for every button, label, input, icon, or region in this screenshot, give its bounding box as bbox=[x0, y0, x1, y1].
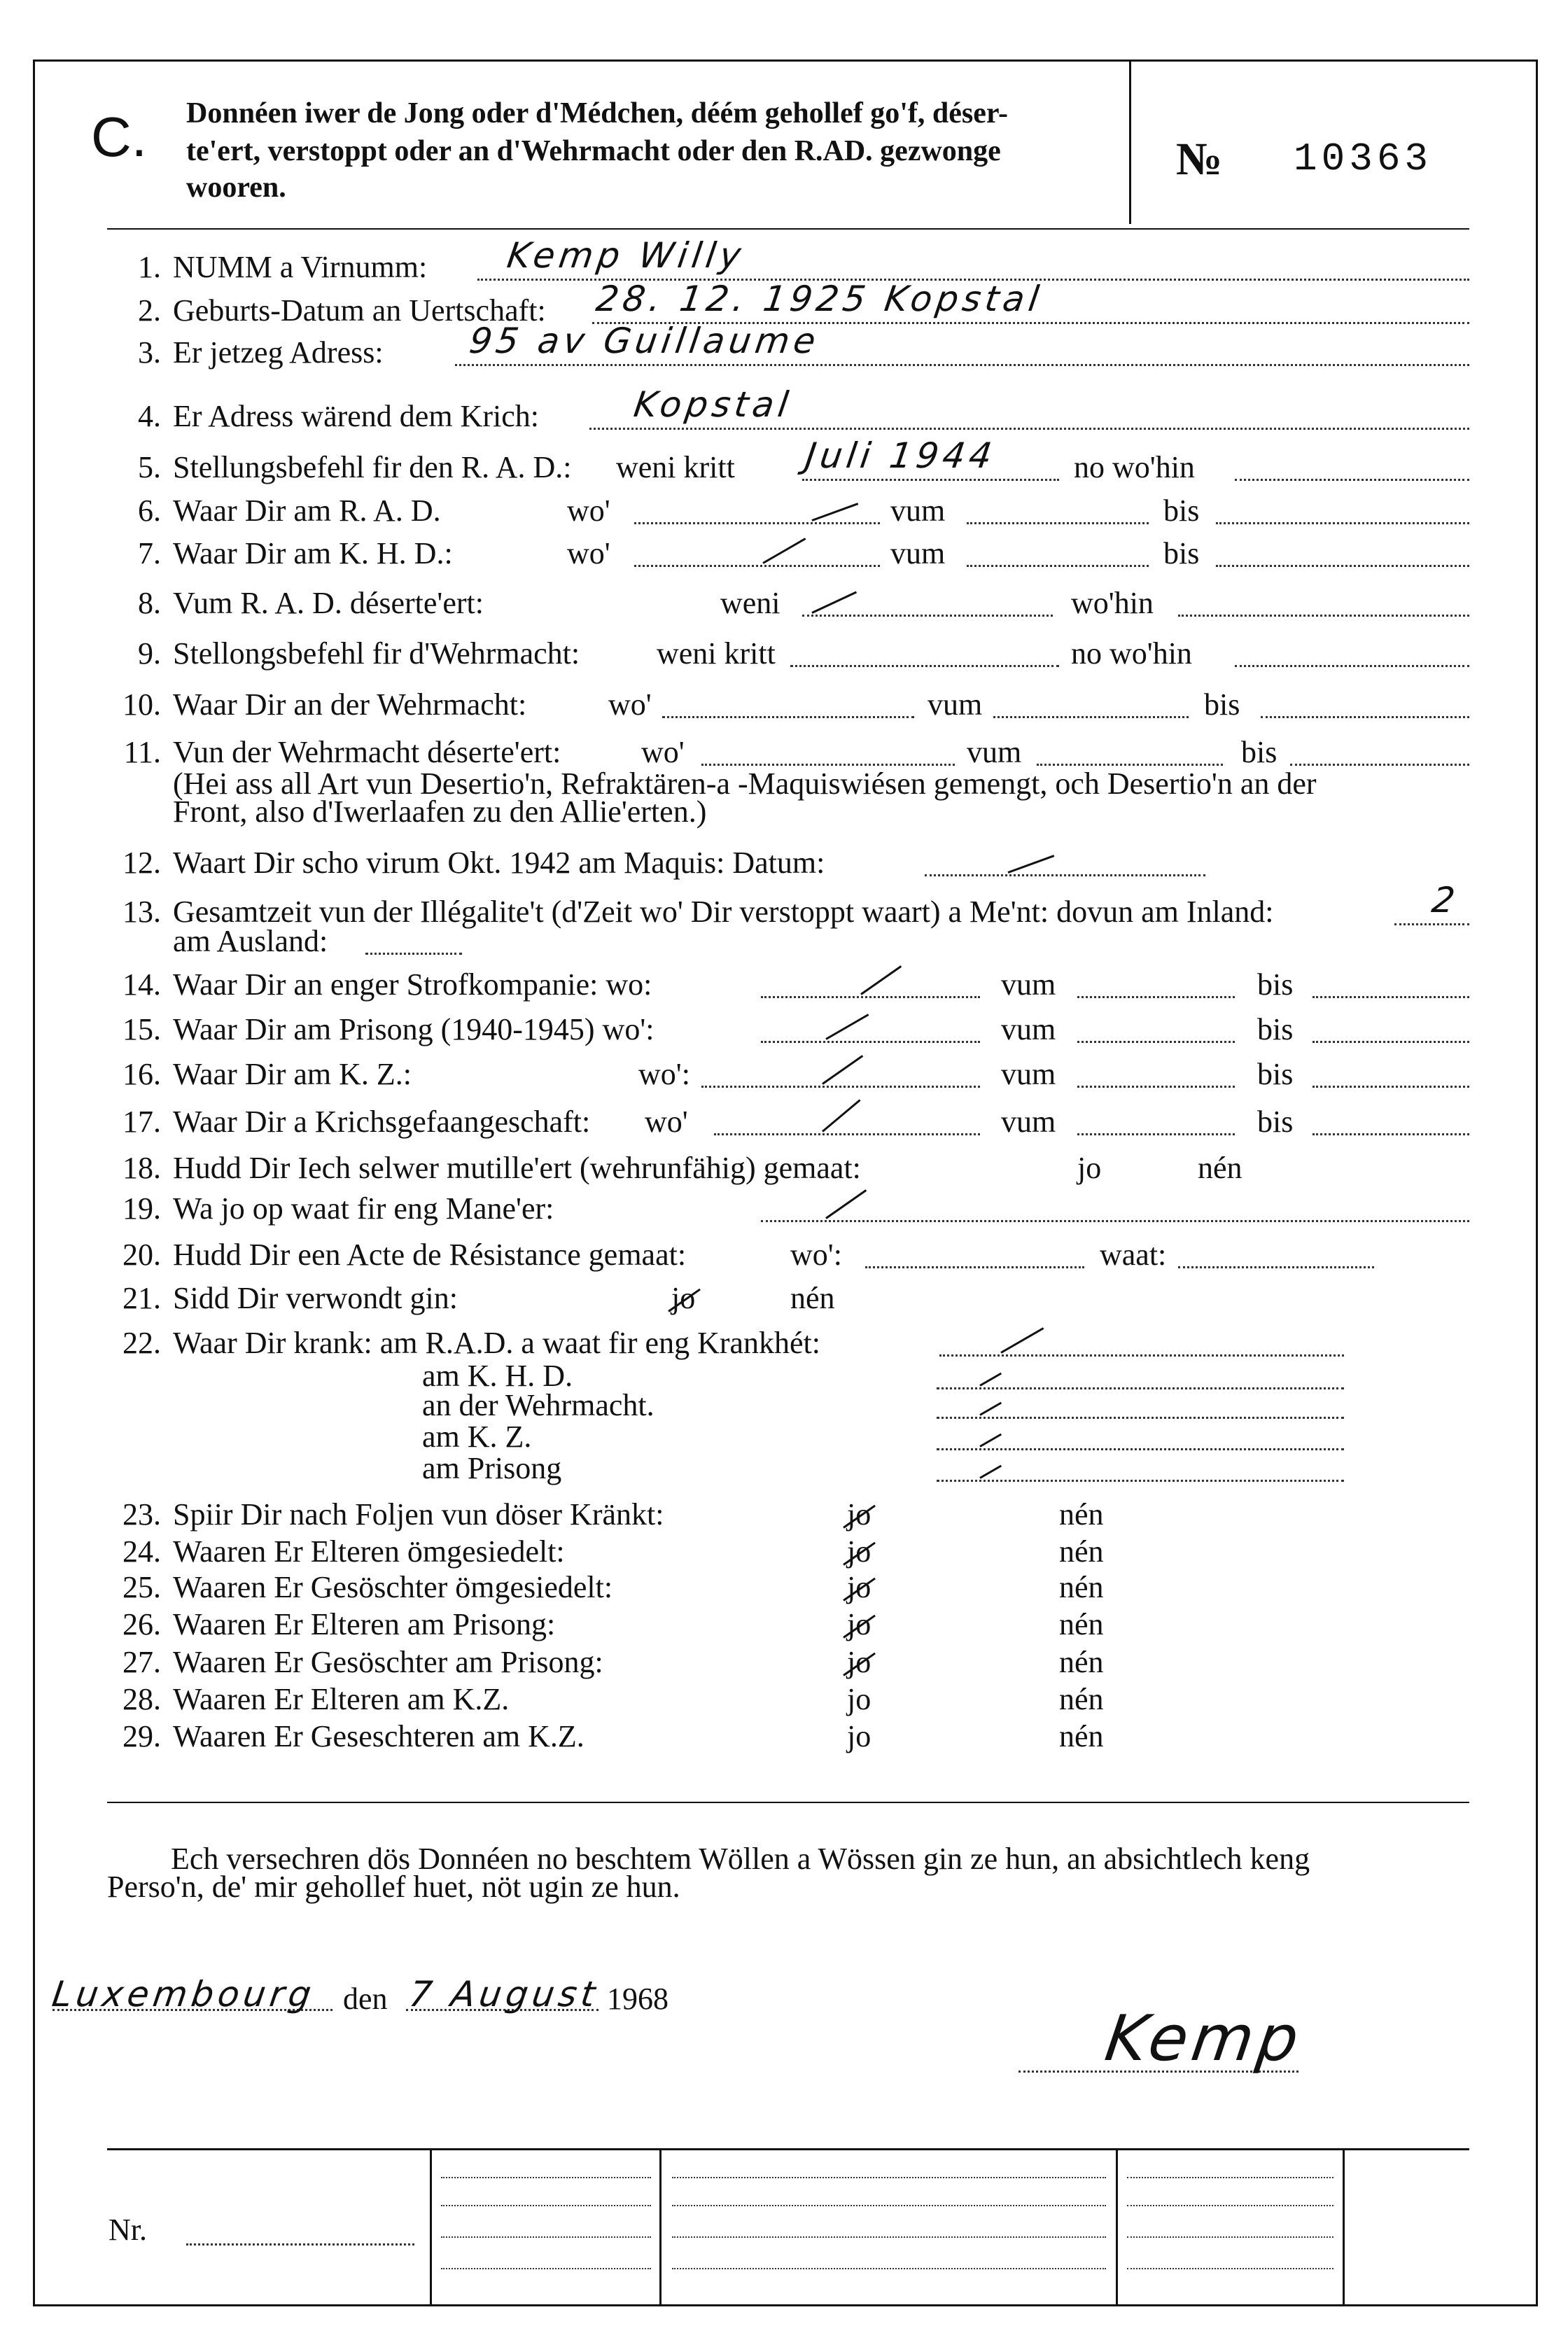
footer-input-field[interactable] bbox=[672, 2177, 1106, 2178]
pen-stroke-mark bbox=[811, 591, 857, 614]
input-field[interactable] bbox=[1290, 764, 1469, 766]
option-no: nén bbox=[1059, 1682, 1104, 1716]
input-field[interactable] bbox=[714, 1133, 980, 1135]
handwritten-value[interactable]: 28. 12. 1925 Kopstal bbox=[593, 279, 1046, 319]
input-field[interactable] bbox=[790, 665, 1059, 667]
row-sublabel: am Prisong bbox=[422, 1451, 562, 1485]
pen-stroke-mark bbox=[811, 503, 858, 521]
input-field[interactable] bbox=[802, 479, 1059, 481]
field-label: bis bbox=[1241, 735, 1278, 769]
pen-stroke-mark bbox=[979, 1465, 1002, 1479]
row-label: Stellungsbefehl fir den R. A. D.: bbox=[173, 450, 572, 484]
row-label: Waaren Er Gesöschter ömgesiedelt: bbox=[173, 1570, 613, 1604]
pen-stroke-mark bbox=[979, 1373, 1002, 1387]
footer-input-field[interactable] bbox=[441, 2177, 651, 2178]
handwritten-value[interactable]: Kopstal bbox=[631, 384, 795, 425]
row-sublabel: am K. Z. bbox=[422, 1420, 532, 1454]
option-no: nén bbox=[790, 1281, 835, 1315]
input-field[interactable] bbox=[1077, 1041, 1235, 1043]
row-label: Waaren Er Elteren am Prisong: bbox=[173, 1607, 556, 1641]
row-label: Vun der Wehrmacht déserte'ert: bbox=[173, 735, 561, 769]
row-number: 3. bbox=[138, 335, 161, 370]
option-no: nén bbox=[1059, 1645, 1104, 1679]
row-sublabel: am K. H. D. bbox=[422, 1359, 573, 1393]
handwritten-value[interactable]: Juli 1944 bbox=[802, 435, 999, 476]
input-field[interactable] bbox=[1394, 923, 1469, 925]
row-sublabel: an der Wehrmacht. bbox=[422, 1388, 654, 1422]
row-number: 21. bbox=[122, 1281, 161, 1315]
option-yes: jo bbox=[1077, 1151, 1102, 1185]
input-field[interactable] bbox=[1312, 1133, 1469, 1135]
input-field[interactable] bbox=[1077, 1086, 1235, 1088]
input-field[interactable] bbox=[589, 428, 1469, 430]
row-number: 10. bbox=[122, 687, 161, 722]
field-label: vum bbox=[927, 687, 983, 722]
row-number: 17. bbox=[122, 1105, 161, 1139]
row-label: NUMM a Virnumm: bbox=[173, 250, 428, 284]
row-number: 13. bbox=[122, 895, 161, 929]
row-label: Waaren Er Elteren ömgesiedelt: bbox=[173, 1534, 565, 1569]
input-field[interactable] bbox=[1077, 996, 1235, 998]
input-field[interactable] bbox=[967, 565, 1149, 567]
field-label: wo': bbox=[638, 1057, 690, 1091]
field-label: vum bbox=[1001, 1012, 1056, 1046]
option-yes: jo bbox=[847, 1534, 872, 1569]
pen-stroke-mark bbox=[979, 1402, 1002, 1416]
row-label: Waaren Er Elteren am K.Z. bbox=[173, 1682, 510, 1716]
frame-right bbox=[1536, 59, 1538, 2306]
input-field[interactable] bbox=[937, 1417, 1344, 1419]
row-sublabel: am Ausland: bbox=[173, 924, 328, 958]
field-label: wo': bbox=[790, 1238, 842, 1272]
option-yes: jo bbox=[847, 1682, 872, 1716]
field-label: bis bbox=[1204, 687, 1240, 722]
nr-field[interactable] bbox=[186, 2243, 414, 2246]
row-label: Gesamtzeit vun der Illégalite't (d'Zeit wo' Dir verstoppt waart) a Me'nt: dovun am Inland: bbox=[173, 895, 1274, 929]
field-label: no wo'hin bbox=[1074, 450, 1195, 484]
row-label: Waart Dir scho virum Okt. 1942 am Maquis: Datum: bbox=[173, 846, 825, 880]
row-number: 7. bbox=[138, 536, 161, 570]
row-number: 14. bbox=[122, 967, 161, 1002]
field-label: no wo'hin bbox=[1071, 636, 1192, 671]
row-number: 8. bbox=[138, 586, 161, 620]
input-field[interactable] bbox=[701, 1086, 980, 1088]
row-note-line: Front, also d'Iwerlaafen zu den Allie'erten.) bbox=[173, 794, 707, 829]
row-label: Waaren Er Geseschteren am K.Z. bbox=[173, 1719, 584, 1753]
input-field[interactable] bbox=[1312, 1041, 1469, 1043]
pen-stroke-mark bbox=[979, 1434, 1002, 1448]
row-label: Waar Dir a Krichsgefaangeschaft: bbox=[173, 1105, 591, 1139]
row-number: 1. bbox=[138, 250, 161, 284]
row-number: 12. bbox=[122, 846, 161, 880]
declaration-line-2: Perso'n, de' mir gehollef huet, nöt ugin ze hun. bbox=[107, 1870, 680, 1904]
declaration-line-1: Ech versechren dös Donnéen no beschtem Wöllen a Wössen gin ze hun, an absichtlech keng bbox=[171, 1842, 1310, 1876]
field-label: bis bbox=[1163, 536, 1200, 570]
field-label: bis bbox=[1257, 1012, 1294, 1046]
row-number: 27. bbox=[122, 1645, 161, 1679]
place-value[interactable]: Luxembourg bbox=[49, 1974, 318, 2015]
header-title-line-1: Donnéen iwer de Jong oder d'Médchen, déém gehollef go'f, déser- bbox=[186, 97, 1008, 129]
footer-input-field[interactable] bbox=[1127, 2236, 1334, 2238]
footer-col-divider-4 bbox=[1343, 2148, 1345, 2304]
handwritten-value[interactable]: 2 bbox=[1429, 880, 1462, 920]
input-field[interactable] bbox=[937, 1387, 1344, 1389]
input-field[interactable] bbox=[937, 1480, 1344, 1482]
footer-input-field[interactable] bbox=[441, 2205, 651, 2206]
pen-stroke-mark bbox=[1000, 1327, 1044, 1354]
row-number: 24. bbox=[122, 1534, 161, 1569]
row-number: 28. bbox=[122, 1682, 161, 1716]
row-label: Waar Dir krank: am R.A.D. a waat fir eng Krankhét: bbox=[173, 1326, 821, 1360]
row-label: Geburts-Datum an Uertschaft: bbox=[173, 293, 546, 328]
field-label: bis bbox=[1257, 1105, 1294, 1139]
row-label: Wa jo op waat fir eng Mane'er: bbox=[173, 1191, 554, 1226]
row-label: Spiir Dir nach Foljen vun döser Kränkt: bbox=[173, 1497, 664, 1532]
option-no: nén bbox=[1059, 1497, 1104, 1532]
frame-top bbox=[33, 59, 1538, 62]
footer-input-field[interactable] bbox=[672, 2236, 1106, 2238]
row-number: 6. bbox=[138, 493, 161, 528]
document-number: 10363 bbox=[1294, 136, 1433, 181]
field-label: vum bbox=[890, 536, 946, 570]
field-label: vum bbox=[1001, 967, 1056, 1002]
field-label: waat: bbox=[1100, 1238, 1167, 1272]
input-field[interactable] bbox=[1261, 716, 1469, 718]
row-label: Waar Dir am Prisong (1940-1945) wo': bbox=[173, 1012, 654, 1046]
input-field[interactable] bbox=[1235, 665, 1469, 667]
frame-left bbox=[33, 59, 35, 2306]
option-no: nén bbox=[1059, 1719, 1104, 1753]
number-sign: № bbox=[1176, 134, 1223, 185]
row-number: 18. bbox=[122, 1151, 161, 1185]
row-number: 16. bbox=[122, 1057, 161, 1091]
row-number: 9. bbox=[138, 636, 161, 671]
pen-stroke-mark bbox=[825, 1189, 867, 1219]
row-label: Waar Dir an enger Strofkompanie: wo: bbox=[173, 967, 652, 1002]
den-label: den bbox=[343, 1982, 388, 2016]
row-label: Waar Dir am R. A. D. bbox=[173, 493, 441, 528]
row-label: Vum R. A. D. déserte'ert: bbox=[173, 586, 484, 620]
row-label: Er jetzeg Adress: bbox=[173, 335, 384, 370]
input-field[interactable] bbox=[939, 1354, 1344, 1357]
handwritten-value[interactable]: Kemp Willy bbox=[504, 235, 748, 276]
footer-input-field[interactable] bbox=[441, 2236, 651, 2238]
input-field[interactable] bbox=[937, 1448, 1344, 1450]
row-number: 15. bbox=[122, 1012, 161, 1046]
footer-col-divider-3 bbox=[1116, 2148, 1118, 2304]
input-field[interactable] bbox=[701, 764, 955, 766]
field-label: wo' bbox=[645, 1105, 688, 1139]
field-label: wo' bbox=[641, 735, 685, 769]
input-field[interactable] bbox=[634, 565, 880, 567]
input-field[interactable] bbox=[1216, 565, 1469, 567]
footer-rule bbox=[107, 2148, 1469, 2150]
row-label: Waar Dir am K. Z.: bbox=[173, 1057, 412, 1091]
input-field[interactable] bbox=[662, 716, 914, 718]
row-number: 22. bbox=[122, 1326, 161, 1360]
input-field[interactable] bbox=[365, 953, 462, 955]
footer-input-field[interactable] bbox=[1127, 2177, 1334, 2178]
field-label: wo'hin bbox=[1071, 586, 1154, 620]
input-field[interactable] bbox=[1216, 522, 1469, 524]
field-label: weni bbox=[720, 586, 780, 620]
input-field[interactable] bbox=[1178, 615, 1469, 617]
field-label: vum bbox=[967, 735, 1022, 769]
row-number: 23. bbox=[122, 1497, 161, 1532]
section-letter: C. bbox=[91, 106, 147, 168]
option-no: nén bbox=[1059, 1570, 1104, 1604]
row-label: Waar Dir am K. H. D.: bbox=[173, 536, 453, 570]
row-number: 26. bbox=[122, 1607, 161, 1641]
nr-label: Nr. bbox=[108, 2213, 147, 2247]
declaration-rule bbox=[107, 1802, 1469, 1803]
row-number: 11. bbox=[123, 735, 161, 769]
option-yes: jo bbox=[847, 1719, 872, 1753]
row-label: Waar Dir an der Wehrmacht: bbox=[173, 687, 527, 722]
option-yes: jo bbox=[847, 1497, 872, 1532]
pen-stroke-mark bbox=[825, 1014, 869, 1040]
pen-stroke-mark bbox=[822, 1099, 861, 1132]
field-label: bis bbox=[1257, 967, 1294, 1002]
row-label: Hudd Dir een Acte de Résistance gemaat: bbox=[173, 1238, 687, 1272]
input-field[interactable] bbox=[634, 522, 880, 524]
input-field[interactable] bbox=[455, 364, 1469, 366]
field-label: vum bbox=[1001, 1105, 1056, 1139]
field-label: weni kritt bbox=[657, 636, 776, 671]
input-field[interactable] bbox=[1077, 1133, 1235, 1135]
option-yes: jo bbox=[671, 1281, 696, 1315]
row-label: Sidd Dir verwondt gin: bbox=[173, 1281, 458, 1315]
row-number: 29. bbox=[122, 1719, 161, 1753]
option-no: nén bbox=[1059, 1534, 1104, 1569]
option-yes: jo bbox=[847, 1570, 872, 1604]
input-field[interactable] bbox=[1037, 764, 1223, 766]
footer-input-field[interactable] bbox=[672, 2268, 1106, 2269]
field-label: wo' bbox=[567, 493, 610, 528]
field-label: bis bbox=[1163, 493, 1200, 528]
input-field[interactable] bbox=[761, 1220, 1469, 1222]
footer-input-field[interactable] bbox=[672, 2205, 1106, 2206]
input-field[interactable] bbox=[761, 996, 980, 998]
frame-bottom bbox=[33, 2304, 1538, 2306]
header-title-line-2: te'ert, verstoppt oder an d'Wehrmacht oder den R.AD. gezwonge bbox=[186, 135, 1001, 167]
input-field[interactable] bbox=[925, 874, 1205, 876]
input-field[interactable] bbox=[761, 1041, 980, 1043]
input-field[interactable] bbox=[802, 615, 1053, 617]
option-yes: jo bbox=[847, 1645, 872, 1679]
footer-col-divider-1 bbox=[430, 2148, 432, 2304]
field-label: weni kritt bbox=[616, 450, 735, 484]
field-label: wo' bbox=[608, 687, 652, 722]
row-number: 25. bbox=[122, 1570, 161, 1604]
input-field[interactable] bbox=[865, 1266, 1084, 1268]
signature: Kemp bbox=[1100, 2002, 1308, 2075]
header-divider bbox=[1129, 59, 1131, 224]
input-field[interactable] bbox=[967, 522, 1149, 524]
row-number: 5. bbox=[138, 450, 161, 484]
row-number: 20. bbox=[122, 1238, 161, 1272]
handwritten-value[interactable]: 95 av Guillaume bbox=[466, 321, 822, 361]
row-number: 2. bbox=[138, 293, 161, 328]
pen-stroke-mark bbox=[762, 538, 806, 564]
field-label: wo' bbox=[567, 536, 610, 570]
row-label: Stellongsbefehl fir d'Wehrmacht: bbox=[173, 636, 580, 671]
row-label: Er Adress wärend dem Krich: bbox=[173, 399, 539, 433]
option-no: nén bbox=[1198, 1151, 1242, 1185]
input-field[interactable] bbox=[1178, 1266, 1374, 1268]
year-label: 1968 bbox=[607, 1982, 668, 2016]
input-field[interactable] bbox=[1235, 479, 1469, 481]
field-label: bis bbox=[1257, 1057, 1294, 1091]
footer-input-field[interactable] bbox=[1127, 2205, 1334, 2206]
row-label: Waaren Er Gesöschter am Prisong: bbox=[173, 1645, 603, 1679]
input-field[interactable] bbox=[1312, 996, 1469, 998]
footer-input-field[interactable] bbox=[1127, 2268, 1334, 2269]
pen-stroke-mark bbox=[822, 1055, 863, 1085]
footer-col-divider-2 bbox=[659, 2148, 662, 2304]
row-number: 4. bbox=[138, 399, 161, 433]
row-note-line: (Hei ass all Art vun Desertio'n, Refraktären-a -Maquiswiésen gemengt, och Desertio'n an der bbox=[173, 766, 1317, 801]
date-value[interactable]: 7 August bbox=[406, 1974, 602, 2015]
row-label: Hudd Dir Iech selwer mutille'ert (wehrunfähig) gemaat: bbox=[173, 1151, 861, 1185]
row-number: 19. bbox=[122, 1191, 161, 1226]
pen-stroke-mark bbox=[1007, 855, 1054, 874]
option-yes: jo bbox=[847, 1607, 872, 1641]
field-label: vum bbox=[890, 493, 946, 528]
header-rule bbox=[107, 228, 1469, 230]
footer-input-field[interactable] bbox=[441, 2268, 651, 2269]
option-no: nén bbox=[1059, 1607, 1104, 1641]
header-title-line-3: wooren. bbox=[186, 171, 286, 204]
input-field[interactable] bbox=[993, 716, 1189, 718]
field-label: vum bbox=[1001, 1057, 1056, 1091]
pen-stroke-mark bbox=[860, 965, 902, 995]
input-field[interactable] bbox=[1312, 1086, 1469, 1088]
